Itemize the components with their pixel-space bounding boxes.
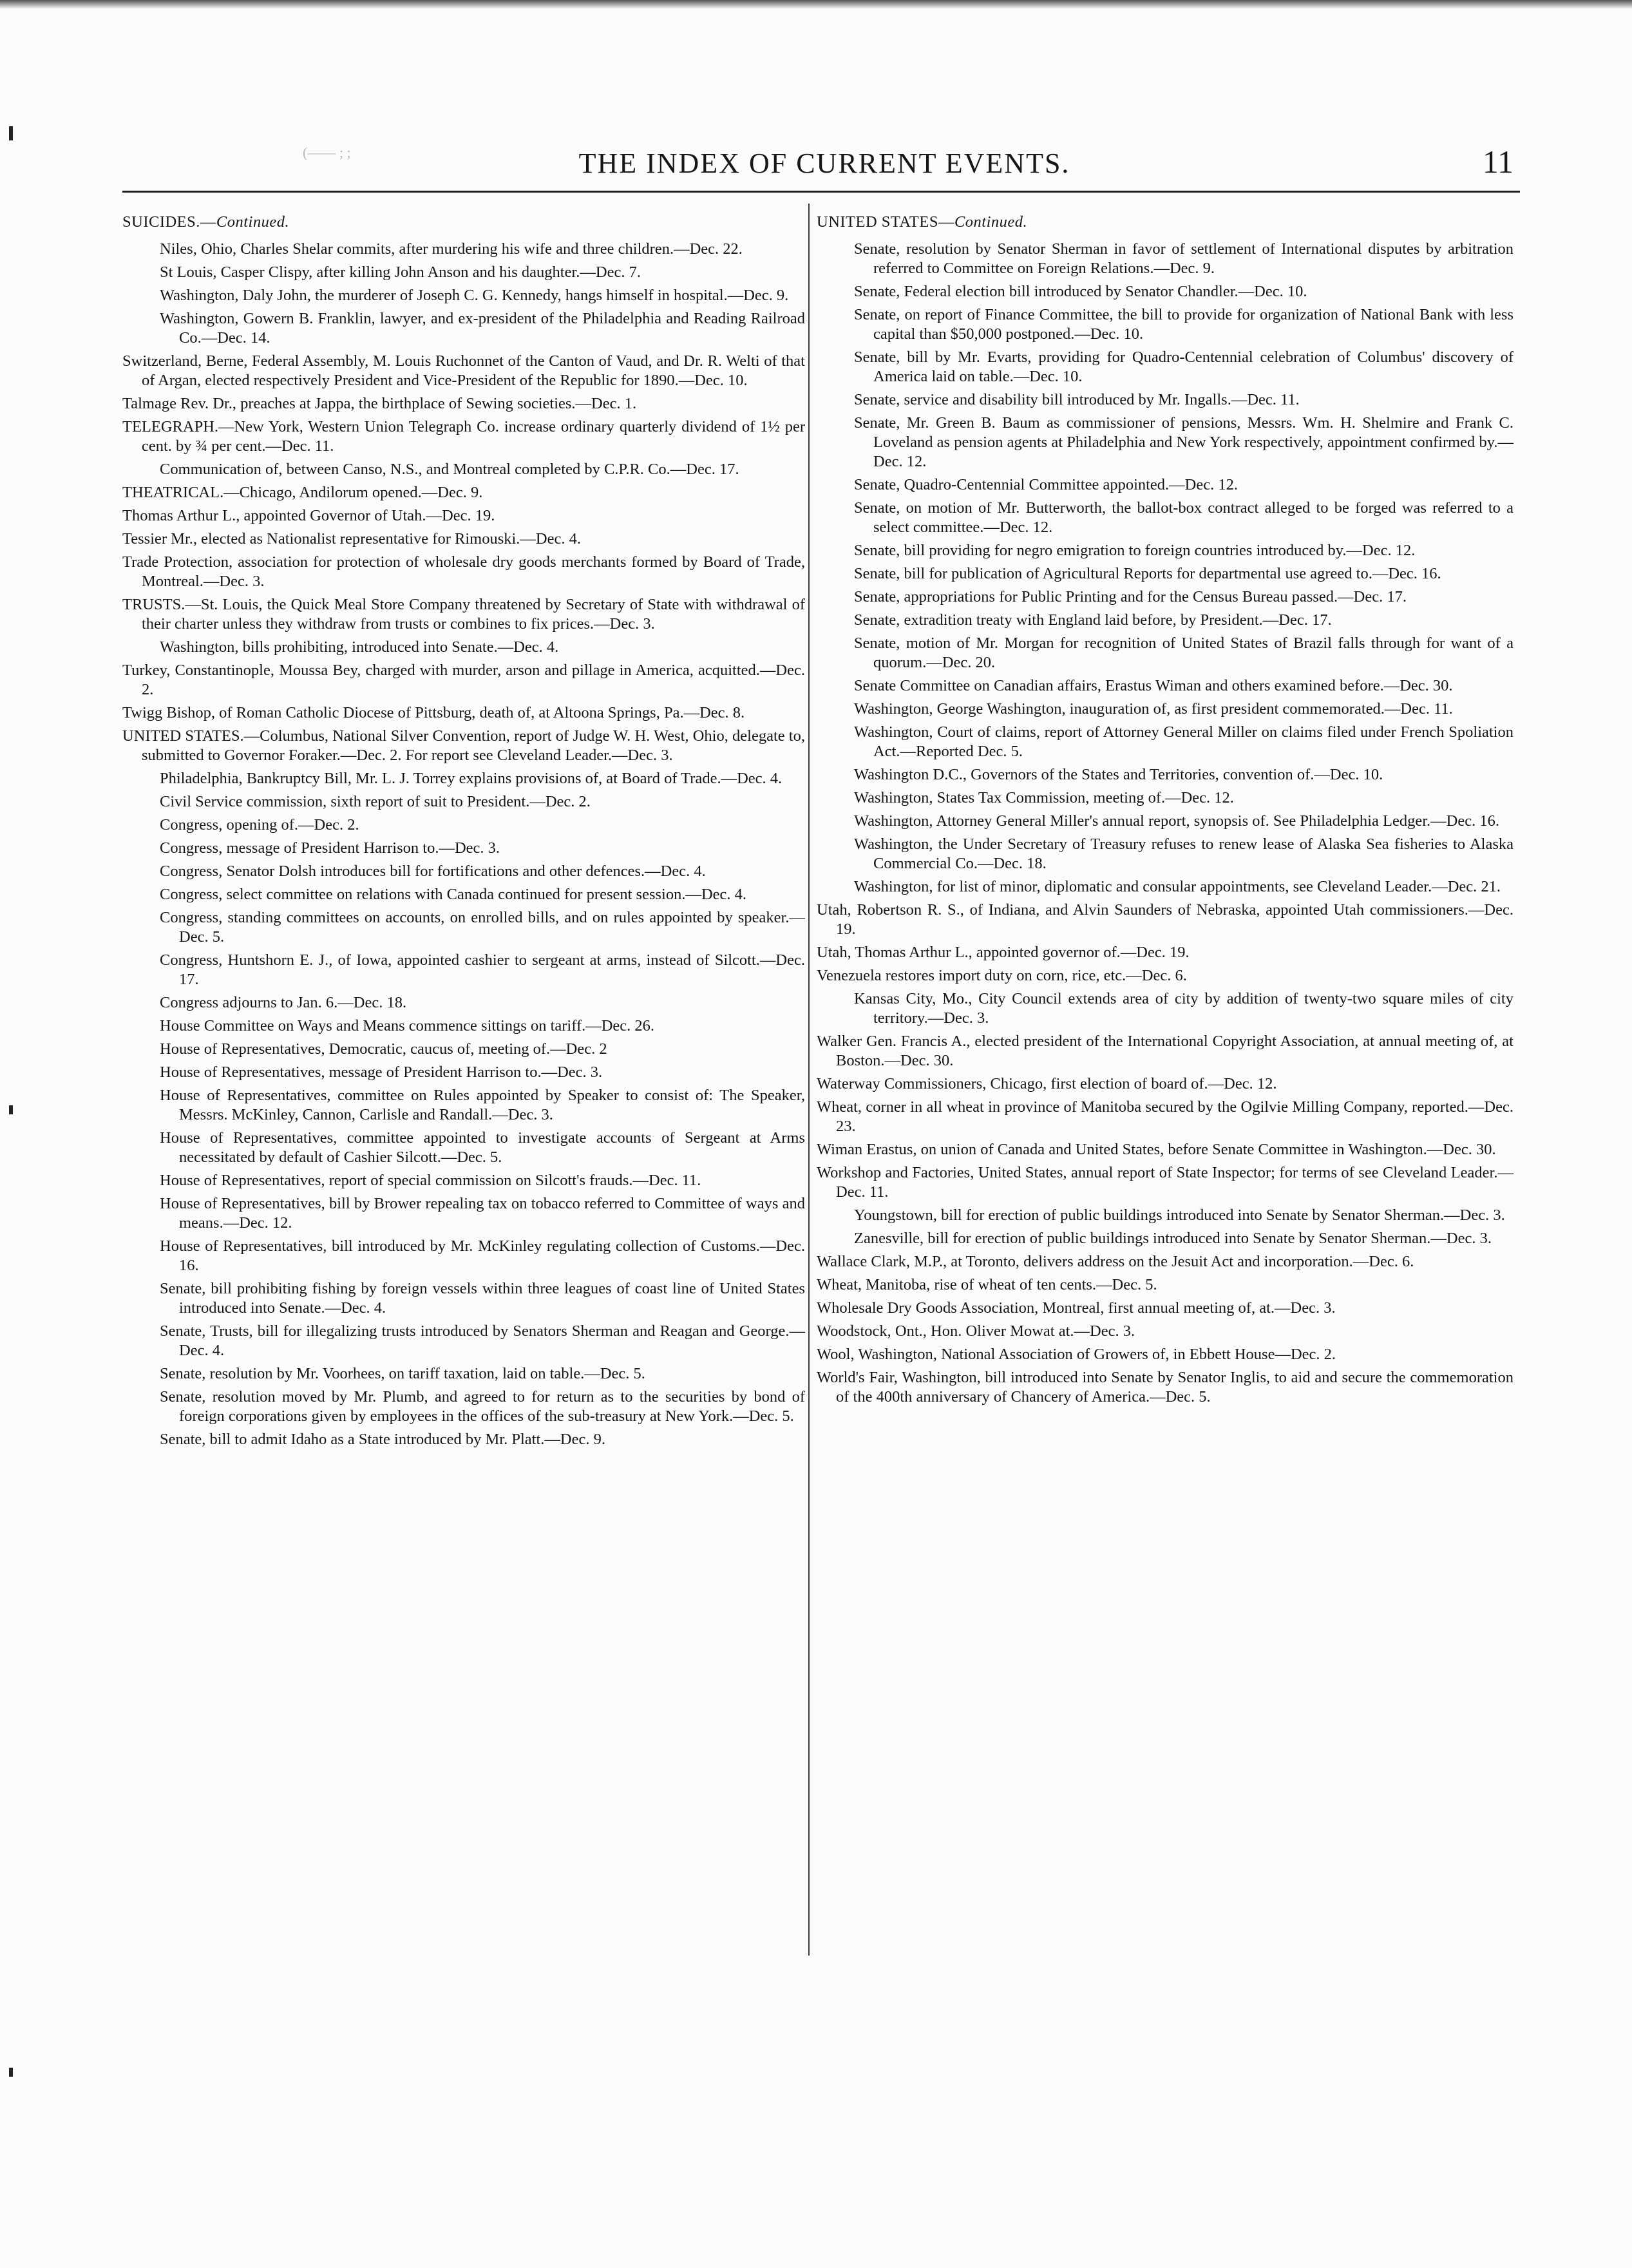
index-entry: Senate, bill by Mr. Evarts, providing for Quadro-Centennial celebration of Columbus' discovery of America laid on table.—Dec. 10. [854, 348, 1513, 385]
index-entry: Tessier Mr., elected as Nationalist representative for Rimouski.—Dec. 4. [122, 530, 581, 548]
index-entry: Twigg Bishop, of Roman Catholic Diocese of Pittsburg, death of, at Altoona Springs, Pa.—Dec. 8. [122, 704, 745, 721]
index-entry: Turkey, Constantinople, Moussa Bey, charged with murder, arson and pillage in America, acquitted.—Dec. 2. [122, 662, 805, 698]
index-entry: Washington, for list of minor, diplomatic and consular appointments, see Cleveland Leader.—Dec. 21. [854, 878, 1501, 895]
margin-mark [9, 126, 13, 140]
section-heading [122, 213, 805, 232]
faint-bleed-text: (—— ; ; [303, 144, 351, 160]
page-header [122, 144, 1526, 186]
index-entry: Senate, on motion of Mr. Butterworth, the ballot-box contract alleged to be forged was referred to a select committee.—Dec. 12. [854, 499, 1513, 536]
index-entry: St Louis, Casper Clispy, after killing John Anson and his daughter.—Dec. 7. [160, 263, 641, 281]
page-number: 11 [1482, 144, 1513, 180]
column-divider [808, 204, 810, 1956]
index-entry: Senate, resolution by Mr. Voorhees, on tariff taxation, laid on table.—Dec. 5. [160, 1365, 645, 1382]
index-entry: Senate, appropriations for Public Printing and for the Census Bureau passed.—Dec. 17. [854, 588, 1407, 605]
index-entry: TRUSTS.—St. Louis, the Quick Meal Store Company threatened by Secretary of State with withdrawal of their charter unless they withdraw from trusts or combines to fix prices.—Dec. 3. [122, 596, 805, 633]
index-entry: Congress, opening of.—Dec. 2. [160, 816, 359, 834]
index-entry: Senate, resolution moved by Mr. Plumb, and agreed to for return as to the securities by bond of foreign corporations given by employees in the offices of the sub-treasury at New York.—Dec. 5. [160, 1388, 805, 1425]
index-entry: Senate, extradition treaty with England laid before, by President.—Dec. 17. [854, 611, 1332, 629]
section-title: SUICIDES.— [122, 213, 216, 231]
index-entry: Washington, States Tax Commission, meeting of.—Dec. 12. [854, 789, 1234, 806]
index-entry: Senate, Quadro-Centennial Committee appointed.—Dec. 12. [854, 476, 1238, 493]
right-column [817, 213, 1513, 1411]
index-entry: Congress, Huntshorn E. J., of Iowa, appointed cashier to sergeant at arms, instead of Silcott.—Dec. 17. [160, 951, 805, 988]
index-entry: Kansas City, Mo., City Council extends area of city by addition of twenty-two square miles of city territory.—Dec. 3. [854, 990, 1513, 1027]
index-entry: Washington, Gowern B. Franklin, lawyer, and ex-president of the Philadelphia and Reading Railroad Co.—Dec. 14. [160, 310, 805, 347]
index-entry: Wool, Washington, National Association of Growers of, in Ebbett House—Dec. 2. [817, 1346, 1336, 1363]
margin-mark [9, 2068, 13, 2077]
index-entry: Wholesale Dry Goods Association, Montreal, first annual meeting of, at.—Dec. 3. [817, 1299, 1336, 1317]
margin-mark [9, 1105, 13, 1114]
index-entry: Youngstown, bill for erection of public buildings introduced into Senate by Senator Sherman.—Dec. 3. [854, 1206, 1505, 1224]
index-entry: Senate Committee on Canadian affairs, Erastus Wiman and others examined before.—Dec. 30. [854, 677, 1453, 694]
index-entry: Switzerland, Berne, Federal Assembly, M. Louis Ruchonnet of the Canton of Vaud, and Dr. R. Welti of that of Argan, elected respectively President and Vice-President of the Republic for 1890.—Dec. 10. [122, 352, 805, 389]
index-entry: Talmage Rev. Dr., preaches at Jappa, the birthplace of Sewing societies.—Dec. 1. [122, 395, 637, 412]
index-entry: House Committee on Ways and Means commence sittings on tariff.—Dec. 26. [160, 1017, 655, 1034]
index-entry: House of Representatives, bill by Brower repealing tax on tobacco referred to Committee of ways and means.—Dec. 12. [160, 1195, 805, 1232]
index-entry: Washington, bills prohibiting, introduced into Senate.—Dec. 4. [160, 638, 559, 656]
index-entry: Walker Gen. Francis A., elected president of the International Copyright Association, at annual meeting of, at Boston.—Dec. 30. [817, 1033, 1513, 1069]
index-entry: Thomas Arthur L., appointed Governor of Utah.—Dec. 19. [122, 507, 495, 524]
scan-top-edge [0, 0, 1632, 9]
index-entry: Washington, the Under Secretary of Treasury refuses to renew lease of Alaska Sea fisheries to Alaska Commercial Co.—Dec. 18. [854, 835, 1513, 872]
index-entry: Zanesville, bill for erection of public buildings introduced into Senate by Senator Sherman.—Dec. 3. [854, 1230, 1492, 1247]
index-entry: House of Representatives, bill introduced by Mr. McKinley regulating collection of Customs.—Dec. 16. [160, 1237, 805, 1274]
index-entry: Senate, motion of Mr. Morgan for recognition of United States of Brazil falls through for want of a quorum.—Dec. 20. [854, 634, 1513, 671]
index-entry: House of Representatives, committee on Rules appointed by Speaker to consist of: The Speaker, Messrs. McKinley, Cannon, Carlisle and Randall.—Dec. 3. [160, 1087, 805, 1123]
index-entry: Wheat, Manitoba, rise of wheat of ten cents.—Dec. 5. [817, 1276, 1157, 1293]
index-entry: Washington, Daly John, the murderer of Joseph C. G. Kennedy, hangs himself in hospital.—Dec. 9. [160, 287, 789, 304]
index-entry: Congress, Senator Dolsh introduces bill for fortifications and other defences.—Dec. 4. [160, 862, 706, 880]
index-entry: Washington, Court of claims, report of Attorney General Miller on claims filed under French Spoliation Act.—Reported Dec. 5. [854, 723, 1513, 760]
index-entry: Senate, service and disability bill introduced by Mr. Ingalls.—Dec. 11. [854, 391, 1300, 408]
section-heading [817, 213, 1513, 232]
index-entry: Senate, Mr. Green B. Baum as commissioner of pensions, Messrs. Wm. H. Shelmire and Frank C. Loveland as pension agents at Philadelphia and New York respectively, appointment confirmed by.—Dec. 12. [854, 414, 1513, 470]
index-entry: Senate, bill providing for negro emigration to foreign countries introduced by.—Dec. 12. [854, 542, 1416, 559]
index-entry: Senate, Trusts, bill for illegalizing trusts introduced by Senators Sherman and Reagan and George.—Dec. 4. [160, 1322, 805, 1359]
index-entry: Washington, George Washington, inauguration of, as first president commemorated.—Dec. 11. [854, 700, 1453, 718]
index-entry: Senate, bill for publication of Agricultural Reports for departmental use agreed to.—Dec. 16. [854, 565, 1441, 582]
index-entry: Philadelphia, Bankruptcy Bill, Mr. L. J. Torrey explains provisions of, at Board of Trade.—Dec. 4. [160, 770, 783, 787]
index-entry: Venezuela restores import duty on corn, rice, etc.—Dec. 6. [817, 967, 1187, 984]
index-entry: House of Representatives, message of President Harrison to.—Dec. 3. [160, 1063, 603, 1081]
index-entry: House of Representatives, report of special commission on Silcott's frauds.—Dec. 11. [160, 1172, 701, 1189]
index-entry: Trade Protection, association for protection of wholesale dry goods merchants formed by Board of Trade, Montreal.—Dec. 3. [122, 553, 805, 590]
index-entry: Senate, resolution by Senator Sherman in favor of settlement of International disputes by arbitration referred to Committee on Foreign Relations.—Dec. 9. [854, 240, 1513, 277]
index-entry: Waterway Commissioners, Chicago, first election of board of.—Dec. 12. [817, 1075, 1277, 1092]
index-entry: World's Fair, Washington, bill introduced into Senate by Senator Inglis, to aid and secure the commemoration of the 400th anniversary of Chancery of America.—Dec. 5. [817, 1369, 1513, 1406]
index-entry: Congress, message of President Harrison to.—Dec. 3. [160, 839, 500, 857]
index-entry: Utah, Robertson R. S., of Indiana, and Alvin Saunders of Nebraska, appointed Utah commissioners.—Dec. 19. [817, 901, 1513, 938]
index-entry: Woodstock, Ont., Hon. Oliver Mowat at.—Dec. 3. [817, 1322, 1135, 1340]
index-entry: Wallace Clark, M.P., at Toronto, delivers address on the Jesuit Act and incorporation.—Dec. 6. [817, 1253, 1414, 1270]
continued-label: Continued. [216, 213, 290, 231]
left-column [122, 213, 805, 1453]
index-entry: Congress, standing committees on accounts, on enrolled bills, and on rules appointed by speaker.—Dec. 5. [160, 909, 805, 946]
index-entry: Congress, select committee on relations with Canada continued for present session.—Dec. 4. [160, 886, 747, 903]
continued-label: Continued. [954, 213, 1028, 231]
index-entry: Washington, Attorney General Miller's annual report, synopsis of. See Philadelphia Ledger.—Dec. 16. [854, 812, 1499, 830]
header-rule [122, 191, 1520, 193]
index-entry: Congress adjourns to Jan. 6.—Dec. 18. [160, 994, 407, 1011]
index-entry: House of Representatives, Democratic, caucus of, meeting of.—Dec. 2 [160, 1040, 607, 1058]
index-entry: TELEGRAPH.—New York, Western Union Telegraph Co. increase ordinary quarterly dividend of 1½ per cent. by ¾ per cent.—Dec. 11. [122, 418, 805, 455]
index-entry: Wiman Erastus, on union of Canada and United States, before Senate Committee in Washington.—Dec. 30. [817, 1141, 1496, 1158]
index-entry: THEATRICAL.—Chicago, Andilorum opened.—Dec. 9. [122, 484, 483, 501]
index-entry: Washington D.C., Governors of the States and Territories, convention of.—Dec. 10. [854, 766, 1383, 783]
index-entry: Senate, on report of Finance Committee, the bill to provide for organization of National Bank with less capital than $50,000 postponed.—Dec. 10. [854, 306, 1513, 343]
index-entry: House of Representatives, committee appointed to investigate accounts of Sergeant at Arms necessitated by default of Cashier Silcott.—Dec. 5. [160, 1129, 805, 1166]
page-title: THE INDEX OF CURRENT EVENTS. [578, 148, 1070, 179]
index-entry: Utah, Thomas Arthur L., appointed governor of.—Dec. 19. [817, 944, 1190, 961]
section-title: UNITED STATES— [817, 213, 954, 231]
index-entry: Workshop and Factories, United States, annual report of State Inspector; for terms of see Cleveland Leader.—Dec. 11. [817, 1164, 1513, 1201]
index-entry: Wheat, corner in all wheat in province of Manitoba secured by the Ogilvie Milling Company, reported.—Dec. 23. [817, 1098, 1513, 1135]
index-entry: Senate, Federal election bill introduced by Senator Chandler.—Dec. 10. [854, 283, 1307, 300]
index-entry: Senate, bill prohibiting fishing by foreign vessels within three leagues of coast line of United States introduced into Senate.—Dec. 4. [160, 1280, 805, 1317]
index-entry: Communication of, between Canso, N.S., and Montreal completed by C.P.R. Co.—Dec. 17. [160, 461, 739, 478]
index-entry: Civil Service commission, sixth report of suit to President.—Dec. 2. [160, 793, 591, 810]
index-entry: Niles, Ohio, Charles Shelar commits, after murdering his wife and three children.—Dec. 22. [160, 240, 743, 258]
index-entry: UNITED STATES.—Columbus, National Silver Convention, report of Judge W. H. West, Ohio, delegate to, submitted to Governor Foraker.—Dec. 2. For report see Cleveland Leader.—Dec. 3. [122, 727, 805, 764]
index-entry: Senate, bill to admit Idaho as a State introduced by Mr. Platt.—Dec. 9. [160, 1431, 605, 1448]
